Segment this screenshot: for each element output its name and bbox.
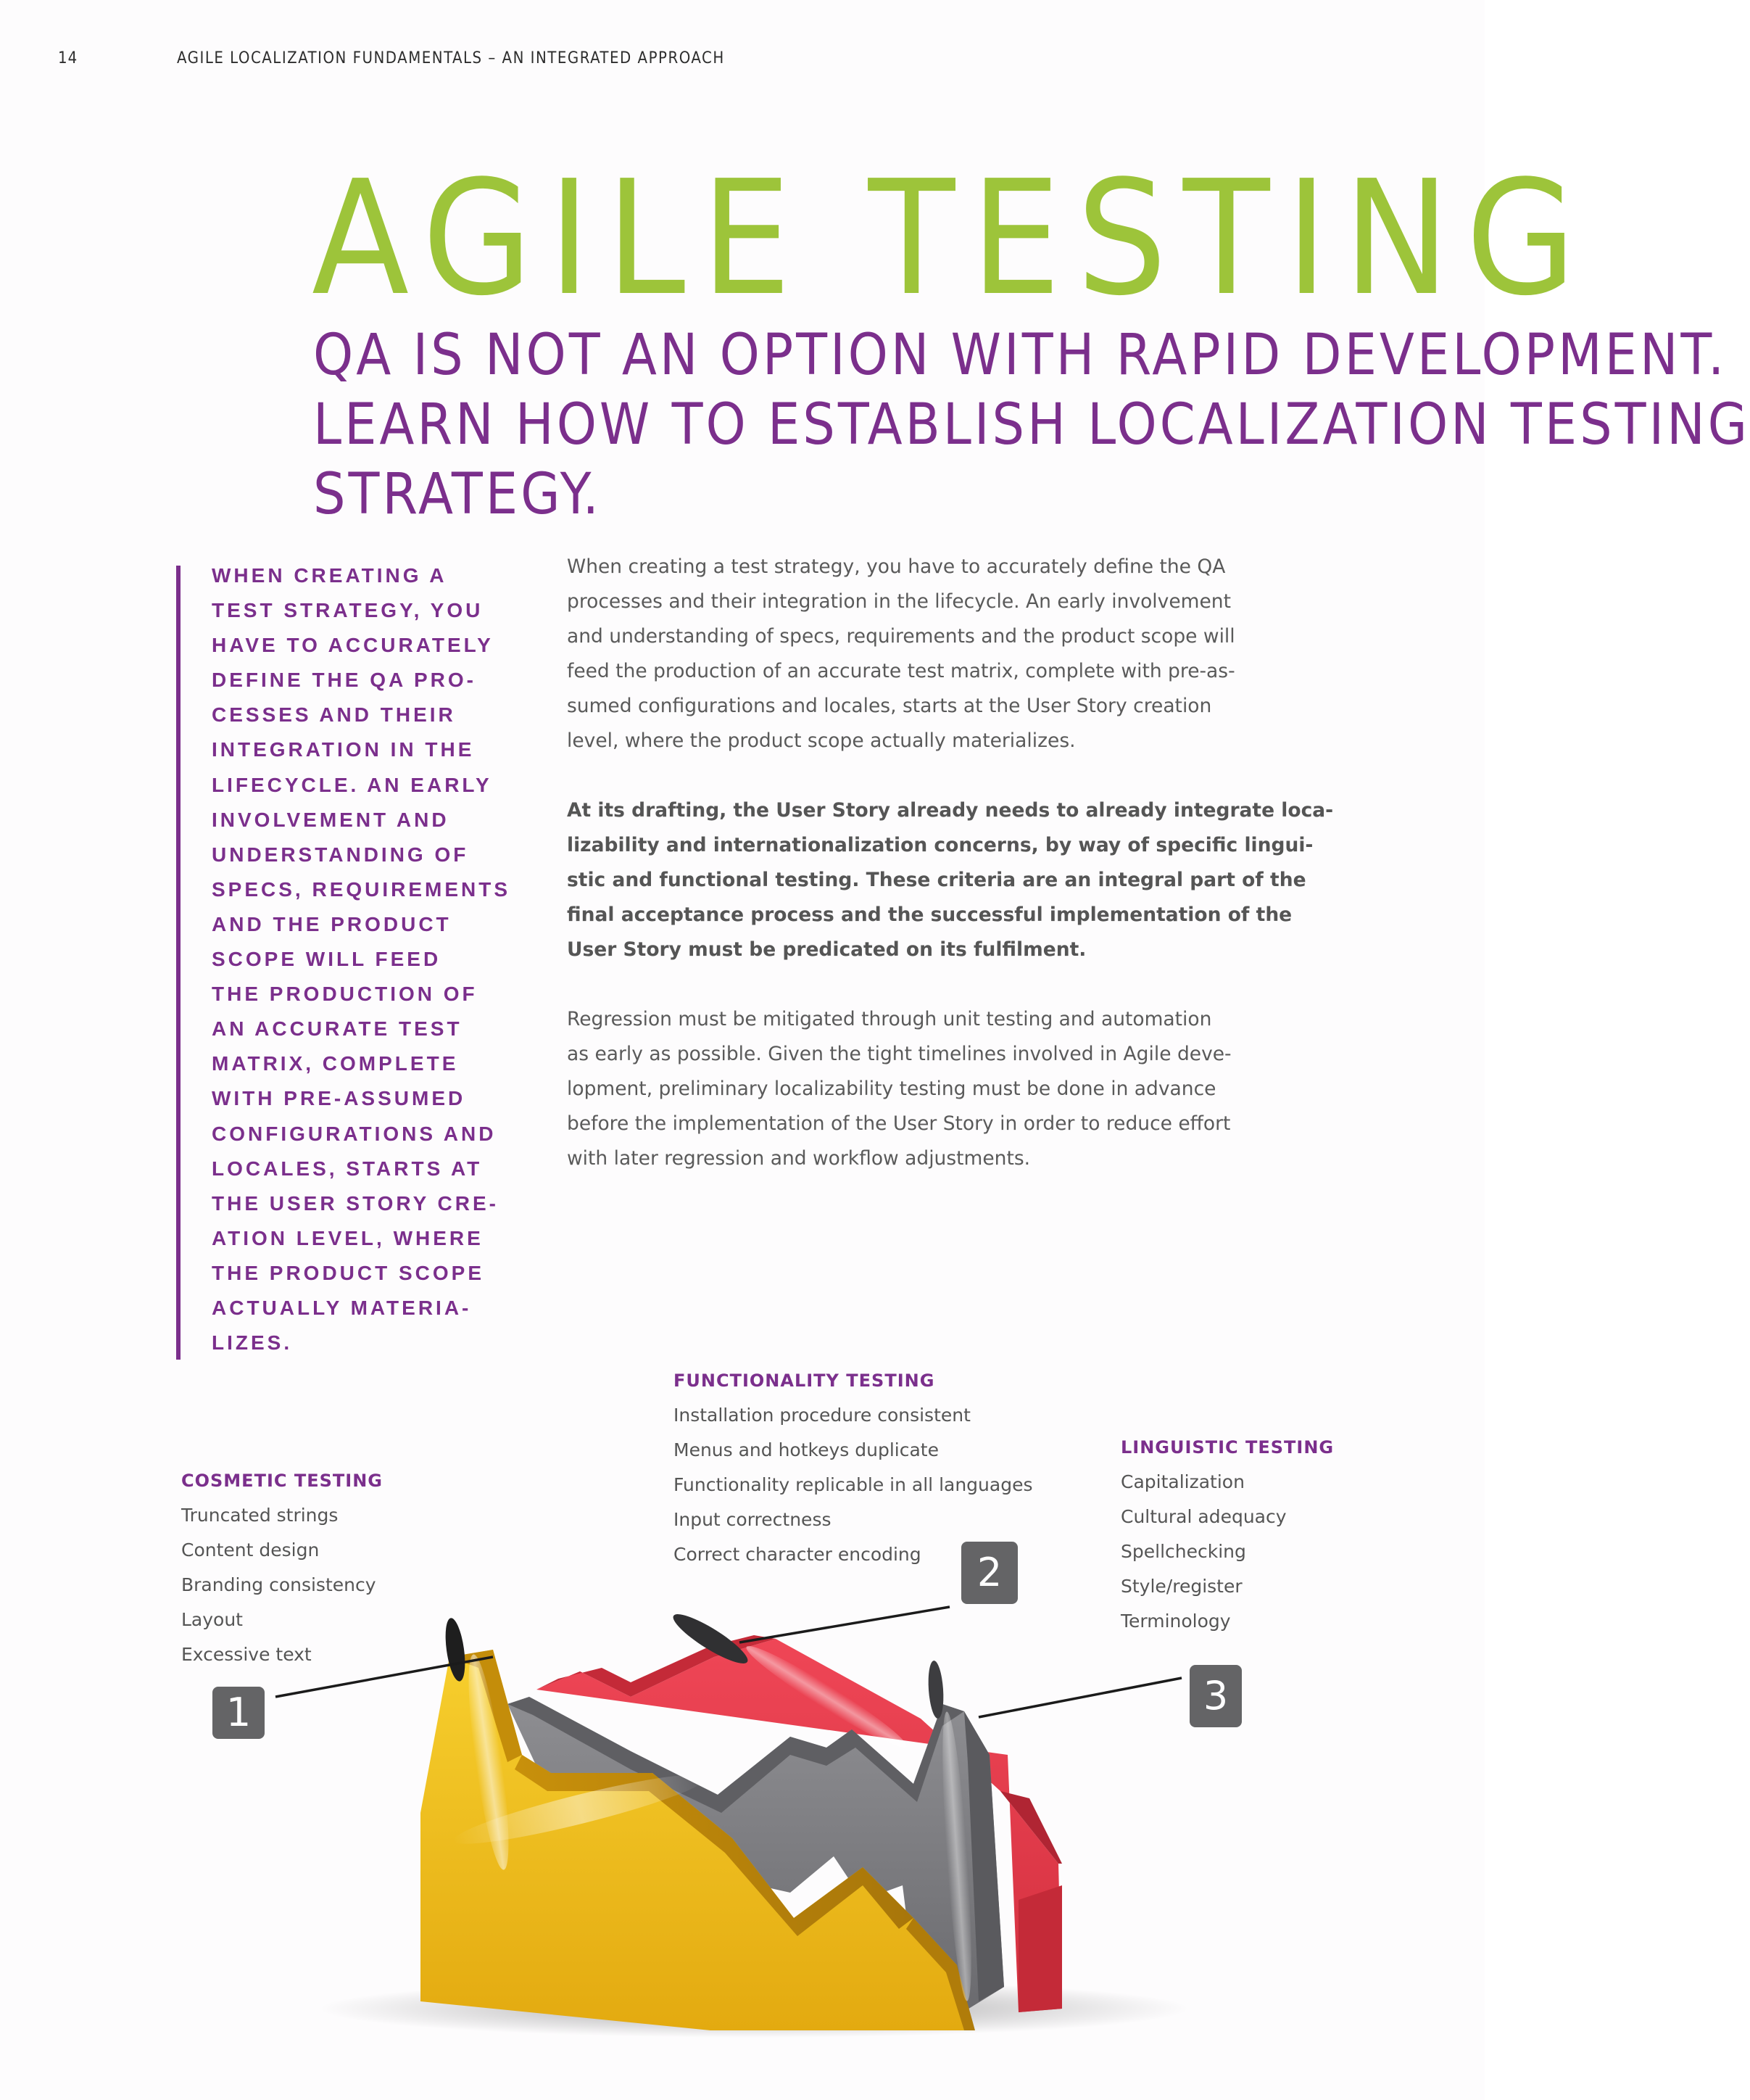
subtitle-line: QA IS NOT AN OPTION WITH RAPID DEVELOPMENT.: [313, 323, 1728, 388]
body-line: lopment, preliminary localizability testing must be done in advance: [567, 1078, 1216, 1100]
list-item: Input correctness: [673, 1509, 832, 1530]
pull-quote-line: MATRIX, COMPLETE: [212, 1052, 459, 1075]
pull-quote-line: HAVE TO ACCURATELY: [212, 634, 494, 657]
pull-quote-line: LIZES.: [212, 1331, 293, 1355]
pull-quote-line: AND THE PRODUCT: [212, 912, 452, 935]
body-line: When creating a test strategy, you have to accurately define the QA: [567, 555, 1226, 578]
pull-quote-line: DEFINE THE QA PRO-: [212, 669, 476, 692]
body-line: before the implementation of the User Story in order to reduce effort: [567, 1112, 1231, 1135]
body-line: Regression must be mitigated through unit testing and automation: [567, 1008, 1212, 1030]
body-line: processes and their integration in the lifecycle. An early involvement: [567, 590, 1231, 613]
body-line: feed the production of an accurate test matrix, complete with pre-as-: [567, 660, 1235, 682]
book-title: AGILE LOCALIZATION FUNDAMENTALS – AN INTEGRATED APPROACH: [177, 49, 725, 67]
list-item: Layout: [181, 1609, 243, 1630]
pull-quote-line: CESSES AND THEIR: [212, 703, 456, 727]
pull-quote-line: THE USER STORY CRE-: [212, 1191, 499, 1215]
body-line: as early as possible. Given the tight timelines involved in Agile deve-: [567, 1043, 1232, 1065]
pull-quote-line: THE PRODUCT SCOPE: [212, 1261, 485, 1284]
leader-line-2: [739, 1607, 950, 1642]
pull-quote-line: SPECS, REQUIREMENTS: [212, 877, 511, 901]
pull-quote-line: INTEGRATION IN THE: [212, 738, 475, 761]
cosmetic-testing-heading: COSMETIC TESTING: [181, 1471, 383, 1491]
body-paragraph-3: [567, 1002, 1232, 1176]
body-line: final acceptance process and the successful implementation of the: [567, 904, 1293, 926]
list-item: Truncated strings: [181, 1505, 339, 1526]
linguistic-testing-list: [1121, 1430, 1334, 1639]
body-line: sumed configurations and locales, starts at the User Story creation: [567, 695, 1212, 717]
body-line: At its drafting, the User Story already needs to already integrate loca-: [567, 799, 1334, 822]
body-text: [567, 550, 1334, 1211]
callout-badge-3: 3: [1190, 1665, 1242, 1727]
page-title: AGILE TESTING: [312, 147, 1592, 331]
pull-quote-line: CONFIGURATIONS AND: [212, 1122, 497, 1145]
callout-badge-1: 1: [212, 1687, 265, 1739]
list-item: Functionality replicable in all languages: [673, 1474, 1033, 1495]
body-line: and understanding of specs, requirements and the product scope will: [567, 625, 1235, 648]
pull-quote-line: SCOPE WILL FEED: [212, 948, 441, 971]
list-item: Capitalization: [1121, 1471, 1245, 1492]
body-paragraph-1: [567, 550, 1235, 758]
leader-line-3: [979, 1678, 1182, 1717]
body-paragraph-2: [567, 793, 1334, 967]
list-item: Correct character encoding: [673, 1544, 921, 1565]
functionality-testing-heading: FUNCTIONALITY TESTING: [673, 1371, 935, 1391]
list-item: Content design: [181, 1539, 320, 1560]
body-line: User Story must be predicated on its fulfilment.: [567, 938, 1087, 961]
pull-quote-line: WHEN CREATING A: [212, 564, 447, 587]
pull-quote-line: LIFECYCLE. AN EARLY: [212, 773, 492, 796]
callout-badge-2: 2: [961, 1542, 1018, 1604]
body-line: lizability and internationalization concerns, by way of specific lingui-: [567, 834, 1314, 856]
pull-quote-line: WITH PRE-ASSUMED: [212, 1087, 466, 1110]
linguistic-testing-heading: LINGUISTIC TESTING: [1121, 1437, 1335, 1458]
pull-quote-line: INVOLVEMENT AND: [212, 808, 449, 831]
list-item: Spellchecking: [1121, 1541, 1246, 1562]
body-line: level, where the product scope actually materializes.: [567, 729, 1076, 752]
list-item: Style/register: [1121, 1576, 1243, 1597]
pull-quote-line: UNDERSTANDING OF: [212, 843, 469, 866]
pull-quote-rule: [176, 566, 181, 1360]
pull-quote-line: AN ACCURATE TEST: [212, 1017, 463, 1041]
subtitle-line: STRATEGY.: [313, 462, 602, 527]
list-item: Cultural adequacy: [1121, 1506, 1287, 1527]
pull-quote-line: LOCALES, STARTS AT: [212, 1157, 483, 1180]
list-item: Excessive text: [181, 1644, 312, 1665]
pull-quote-line: THE PRODUCTION OF: [212, 983, 478, 1006]
running-head: [0, 49, 1485, 71]
pull-quote: [212, 558, 511, 1360]
page-number: 14: [58, 49, 78, 67]
functionality-testing-list: [673, 1363, 1032, 1572]
pull-quote-line: ATION LEVEL, WHERE: [212, 1226, 484, 1249]
subtitle: [313, 321, 1750, 529]
body-line: with later regression and workflow adjustments.: [567, 1147, 1031, 1170]
pull-quote-line: TEST STRATEGY, YOU: [212, 599, 484, 622]
subtitle-line: LEARN HOW TO ESTABLISH LOCALIZATION TESTING: [313, 392, 1750, 458]
pull-quote-line: ACTUALLY MATERIA-: [212, 1296, 472, 1319]
list-item: Menus and hotkeys duplicate: [673, 1439, 939, 1460]
list-item: Terminology: [1121, 1611, 1231, 1632]
cosmetic-testing-list: [181, 1463, 383, 1672]
body-line: stic and functional testing. These criteria are an integral part of the: [567, 869, 1306, 891]
list-item: Branding consistency: [181, 1574, 376, 1595]
list-item: Installation procedure consistent: [673, 1405, 971, 1426]
